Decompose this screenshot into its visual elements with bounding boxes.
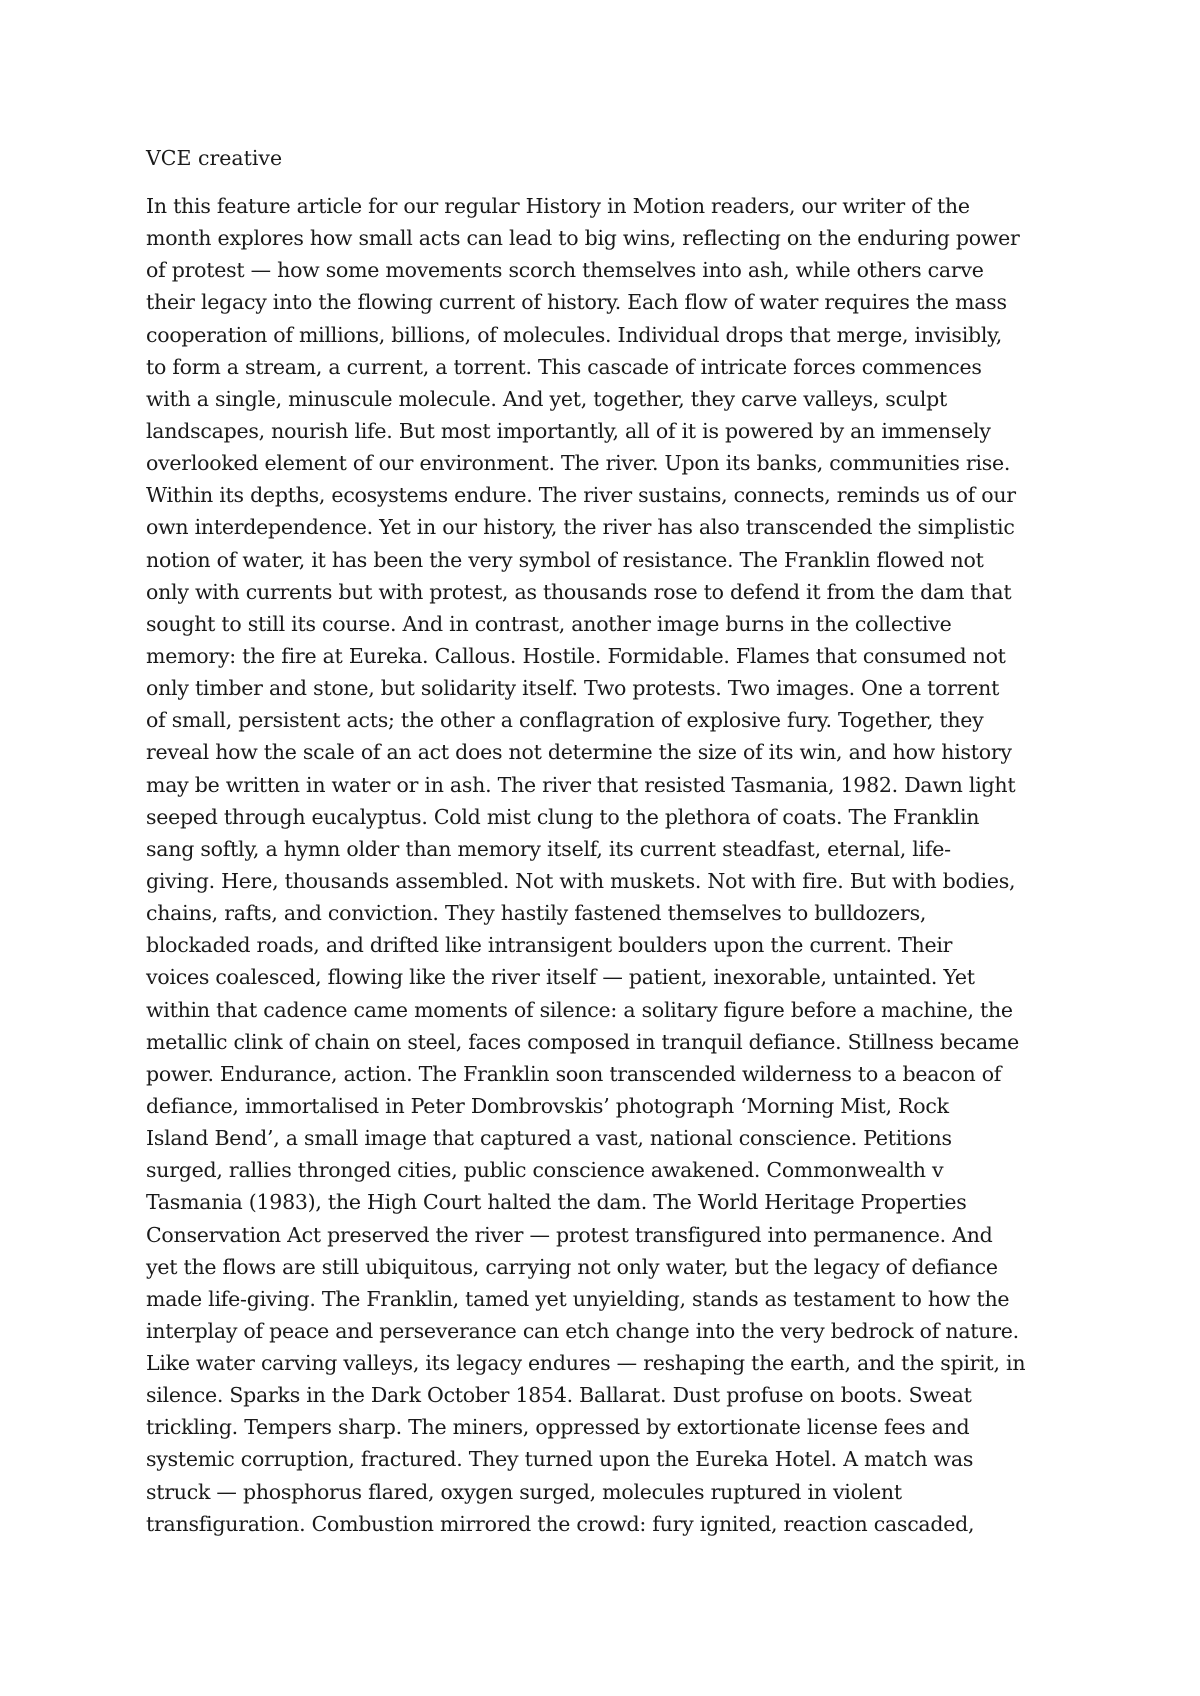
body-line: power. Endurance, action. The Franklin soon transcended wilderness to a beacon of — [146, 1061, 1002, 1086]
body-line: only timber and stone, but solidarity itself. Two protests. Two images. One a torrent — [146, 676, 1000, 701]
document-title: VCE creative — [146, 146, 283, 170]
body-line: own interdependence. Yet in our history, the river has also transcended the simplistic — [146, 515, 1015, 540]
body-line: sang softly, a hymn older than memory itself, its current steadfast, eternal, life- — [146, 836, 951, 861]
body-line: of small, persistent acts; the other a conflagration of explosive fury. Together, they — [146, 708, 984, 733]
body-line: Like water carving valleys, its legacy endures — reshaping the earth, and the spirit, in — [146, 1351, 1026, 1376]
body-line: seeped through eucalyptus. Cold mist clung to the plethora of coats. The Franklin — [146, 804, 980, 829]
body-line: may be written in water or in ash. The river that resisted Tasmania, 1982. Dawn light — [146, 772, 1016, 797]
body-line: giving. Here, thousands assembled. Not with muskets. Not with fire. But with bodies, — [146, 868, 1016, 893]
body-line: defiance, immortalised in Peter Dombrovskis’ photograph ‘Morning Mist, Rock — [146, 1093, 949, 1118]
body-line: landscapes, nourish life. But most importantly, all of it is powered by an immensely — [146, 418, 991, 443]
body-line: Within its depths, ecosystems endure. The river sustains, connects, reminds us of our — [146, 483, 1016, 508]
body-line: memory: the fire at Eureka. Callous. Hostile. Formidable. Flames that consumed not — [146, 643, 1006, 668]
body-line: yet the flows are still ubiquitous, carrying not only water, but the legacy of defiance — [146, 1254, 998, 1279]
body-line: sought to still its course. And in contrast, another image burns in the collective — [146, 611, 952, 636]
body-line: surged, rallies thronged cities, public conscience awakened. Commonwealth v — [146, 1158, 944, 1183]
body-line: transfiguration. Combustion mirrored the crowd: fury ignited, reaction cascaded, — [146, 1511, 975, 1536]
body-line: cooperation of millions, billions, of molecules. Individual drops that merge, invisibly, — [146, 322, 1003, 347]
body-line: Tasmania (1983), the High Court halted the dam. The World Heritage Properties — [146, 1190, 967, 1215]
body-line: metallic clink of chain on steel, faces composed in tranquil defiance. Stillness became — [146, 1029, 1019, 1054]
body-line: reveal how the scale of an act does not determine the size of its win, and how history — [146, 740, 1012, 765]
body-line: voices coalesced, flowing like the river itself — patient, inexorable, untainted. Yet — [146, 965, 975, 990]
body-line: Conservation Act preserved the river — protest transfigured into permanence. And — [146, 1222, 993, 1247]
body-line: of protest — how some movements scorch themselves into ash, while others carve — [146, 258, 984, 283]
body-line: with a single, minuscule molecule. And yet, together, they carve valleys, sculpt — [146, 386, 947, 411]
document-body — [146, 190, 1025, 1540]
body-line: their legacy into the flowing current of history. Each flow of water requires the mass — [146, 290, 1007, 315]
body-line: In this feature article for our regular History in Motion readers, our writer of the — [146, 194, 970, 218]
body-line: month explores how small acts can lead to big wins, reflecting on the enduring power — [146, 226, 1020, 251]
body-line: only with currents but with protest, as thousands rose to defend it from the dam that — [146, 579, 1012, 604]
body-line: Island Bend’, a small image that captured a vast, national conscience. Petitions — [146, 1126, 952, 1151]
body-line: interplay of peace and perseverance can etch change into the very bedrock of nature. — [146, 1318, 1019, 1343]
body-line: to form a stream, a current, a torrent. This cascade of intricate forces commences — [146, 354, 982, 379]
body-line: silence. Sparks in the Dark October 1854. Ballarat. Dust profuse on boots. Sweat — [146, 1383, 972, 1408]
body-line: notion of water, it has been the very symbol of resistance. The Franklin flowed not — [146, 547, 984, 572]
body-line: blockaded roads, and drifted like intransigent boulders upon the current. Their — [146, 933, 953, 958]
body-line: trickling. Tempers sharp. The miners, oppressed by extortionate license fees and — [146, 1415, 970, 1440]
body-line: within that cadence came moments of silence: a solitary figure before a machine, the — [146, 997, 1013, 1022]
body-line: struck — phosphorus flared, oxygen surged, molecules ruptured in violent — [146, 1479, 902, 1504]
body-line: made life-giving. The Franklin, tamed yet unyielding, stands as testament to how the — [146, 1286, 1010, 1311]
body-line: systemic corruption, fractured. They turned upon the Eureka Hotel. A match was — [146, 1447, 974, 1472]
body-line: chains, rafts, and conviction. They hastily fastened themselves to bulldozers, — [146, 901, 927, 926]
body-line: overlooked element of our environment. The river. Upon its banks, communities rise. — [146, 451, 1011, 476]
